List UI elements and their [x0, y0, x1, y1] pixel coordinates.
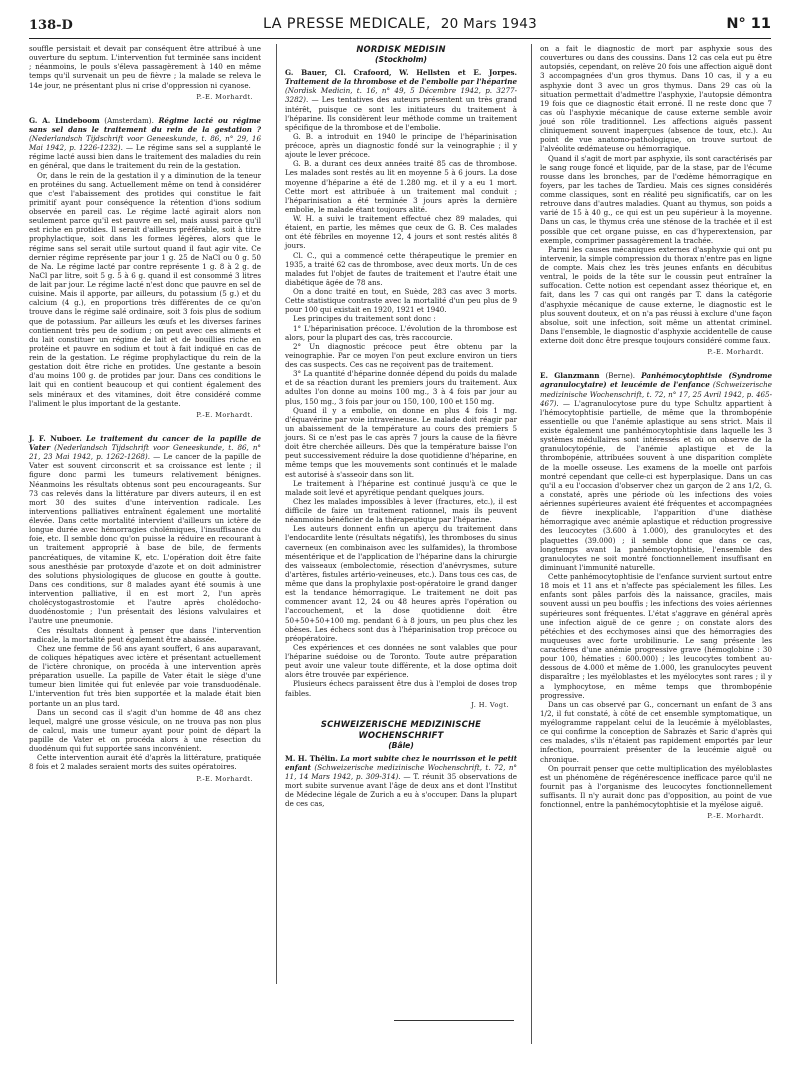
- journal-section-city: (Stockholm): [375, 55, 427, 64]
- header-rule: [29, 38, 771, 39]
- paragraph: Ces expériences et ces données ne sont valables que pour l'héparine suédoise ou de Toronto. Toute autre préparation peut avoir une valeur toute différente, et la dose optima doit alors être trouvée par expérience.: [285, 642, 517, 680]
- column-left: [29, 44, 261, 784]
- paragraph: — L'agranulocytose pure du type Schultz appartient à l'hémocytophtisie partielle, de même que la thrombopénie essentielle ou que l'anémie aplastique au sens strict. Mais il existe également une panhémocytophtisie dans laquelle les 3 systèmes médullaires sont intéressés et où on observe de la granulocytopénie, de l'anémie aplastique et de la thrombopénie, attribuées souvent à une disparition complète de la moelle osseuse. Les examens de la moelle ont parfois montré cependant que celle-ci est hyperplasique. Dans un cas qu'il a eu l'occasion d'observer chez un garçon de 2 ans 1/2, G. a constaté, après une période où les infections des voies aériennes supérieures avaient été fréquentes et accompagnées de fièvre inexplicable, l'apparition d'une diathèse hémorragique avec anémie aplastique et réduction progressive des leucocytes (3.600 à 1.000), des granulocytes et des plaquettes (39.000) ; il semble donc que dans ce cas, longtemps avant la panhémocytophtisie, l'ensemble des granulocytes ne soit montré fonctionnellement insuffisant en diminuant l'immunité naturelle.: [540, 398, 772, 572]
- signature: P.-E. Morhardt.: [196, 410, 253, 419]
- paragraph: Les auteurs donnent enfin un aperçu du traitement dans l'endocardite lente (résultats négatifs), les thromboses du sinus caverneux (en combinaison avec les sulfamides), la thrombose mésentérique et de l'application de l'héparine dans la chirurgie des vaisseaux (embolectomie, résection d'anévrysmes, suture d'artères, fistules artério-veineuses, etc.). Dans tous ces cas, de même que dans la prophylaxie post-opératoire le grand danger est la tendance hémorragique. Le traitement ne doit pas commencer avant 12, 24 ou 48 heures après l'opération ou l'accouchement, et la dose quotidienne doit être 50+50+50+100 mg. pendant 6 à 8 jours, un peu plus chez les obèses. Les échecs sont dus à l'héparinisation trop précoce ou préopératoire.: [285, 524, 517, 643]
- paragraph: Cette intervention aurait été d'après la littérature, pratiquée 8 fois et 2 malades seraient morts des suites opératoires.: [29, 753, 261, 772]
- paragraph: Parmi les causes mécaniques externes d'asphyxie qui ont pu intervenir, la simple compression du thorax n'entre pas en ligne de compte. Mais chez les très jeunes enfants en décubitus ventral, le poids de la tête sur le coussin peut entraîner la suffocation. Cette notion est cependant assez théorique et, en fait, dans les 7 cas qui ont rangés par T. dans la catégorie d'asphyxie mécanique de cause externe, le diagnostic est le plus souvent douteux, et on n'a pas réussi à exclure d'une façon absolue, soit une infection, soit même un attentat criminel. Dans l'ensemble, le diagnostic d'asphyxie accidentelle de cause externe doit donc être presque toujours considéré comme faux.: [540, 244, 772, 345]
- signature: P.-E. Morhardt.: [707, 348, 764, 357]
- paragraph: Ces résultats donnent à penser que dans l'intervention radicale, la mortalité peut également être abaissée.: [29, 625, 261, 644]
- paragraph: — Le régime sans sel a supplanté le régime lacté aussi bien dans le traitement des maladies du rein en général, que dans le traitement du rein de la gestation.: [29, 143, 261, 171]
- journal-name: LA PRESSE MEDICALE,: [262, 16, 431, 32]
- signature: P.-E. Morhardt.: [196, 92, 253, 101]
- paragraph: Quand il y a embolie, on donne en plus 4 fois 1 mg. d'équavérine par voie intraveineuse. Le malade doit réagir par un abaissement de la température au cours des premiers 5 jours. Si ce n'est pas le cas après 7 jours la cause de la fièvre doit être cherchée ailleurs. Dès que la température baisse l'on peut successivement réduire la dose quotidienne d'héparine, en même temps que les mouvements sont continués et le malade est autorisé à s'asseoir dans son lit.: [285, 405, 517, 479]
- source: (Schweizerische medizinische Wochenschrift, t. 72, n° 11, 14 Mars 1942, p. 309-314).: [285, 762, 518, 781]
- running-title: [29, 16, 771, 32]
- paragraph: 2° Un diagnostic précoce peut être obtenu par la veinographie. Par ce moyen l'on peut exclure environ un tiers des cas suspects. Ces cas ne reçoivent pas de traitement.: [285, 341, 517, 369]
- abstract-title: Panhémocytophtisie (Syndrome agranulocytaire) et leucémie de l'enfance: [540, 371, 772, 390]
- issue-number: N° 11: [726, 16, 771, 32]
- paragraph: Cette panhémocytophtisie de l'enfance survient surtout entre 18 mois et 11 ans et n'affecte pas spécialement les filles. Les enfants sont pâles parfois dès la naissance, graciles, mais souvent aussi un peu bouffis ; les infections des voies aériennes supérieures sont fréquentes. L'état s'aggrave en général après une infection aiguë de ce genre ; on constate alors des pétéchies et des ecchymoses ainsi que des hémorragies des muqueuses avec forte urobilinurie. Le sang présente les caractères d'une anémie progressive grave (hémoglobine : 30 pour 100, hématies : 600.000) ; les leucocytes tombent au-dessous de 4.000 et même de 1.000, les granulocytes peuvent disparaître ; les myéloblastes et les myélocytes sont rares ; il y a lymphocytose, en même temps que thrombopénie progressive.: [540, 572, 772, 700]
- abstract-title: La mort subite chez le nourrisson et le petit enfant: [285, 753, 517, 772]
- paragraph: Dans un second cas il s'agit d'un homme de 48 ans chez lequel, malgré une grosse vésicule, on ne trouva pas non plus de calcul, mais une tumeur ayant pour point de départ la papille de Vater et on procéda alors à une résection du duodénum qui fut supportée sans inconvénient.: [29, 707, 261, 754]
- footer-rule: [394, 1020, 514, 1021]
- journal-section-title: WOCHENSCHRIFT: [358, 729, 444, 740]
- page-number: 138-D: [29, 18, 73, 33]
- paragraph: Le traitement à l'héparine est continué jusqu'à ce que le malade soit levé et apyrétique pendant quelques jours.: [285, 478, 517, 497]
- author: M. H. Thélin.: [285, 753, 338, 763]
- abstract-title: Traitement de la thrombose et de l'embolie par l'héparine: [285, 77, 517, 87]
- place: (Berne).: [605, 371, 636, 381]
- abstract-heading: [29, 434, 261, 626]
- paragraph: on a fait le diagnostic de mort par asphyxie sous des couvertures ou dans des coussins. Dans 12 cas cela eut pu être autopsiés, cependant, on relève 20 fois une affection aiguë dont 3 accompagnées d'un gros thymus. Dans 10 cas, il y a eu asphyxie dont 3 avec un gros thymus. Dans 29 cas où la situation permettait d'admettre l'asphyxie, l'autopsie démontra 19 fois que ce diagnostic était erroné. Il ne reste donc que 7 cas où l'asphyxie mécanique de cause externe semble avoir joué son rôle traditionnel. Les affections aiguës passent cliniquement souvent inaperçues (absence de toux, etc.). Au point de vue anatomo-pathologique, on trouve surtout de l'alvéolite œdémateuse ou hémorragique.: [540, 44, 772, 154]
- abstract-title: Régime lacté ou régime sans sel dans le traitement du rein de la gestation ?: [29, 115, 261, 134]
- source: (Nederlandsch Tijdschrift voor Geneeskunde, t. 86, n° 21, 23 Mai 1942, p. 1262-1268).: [29, 443, 261, 462]
- paragraph: — Les tentatives des auteurs présentent un très grand intérêt, puisque ce sont les initiateurs du traitement à l'héparine. Ils considèrent leur méthode comme un traitement spécifique de la thrombose et de l'embolie.: [285, 95, 517, 132]
- author: G. Bauer, Cl. Crafoord, W. Hellsten et E. Jorpes.: [285, 68, 517, 77]
- paragraph: G. B. a durant ces deux années traité 85 cas de thrombose. Les malades sont restés au lit en moyenne 5 à 6 jours. La dose moyenne d'héparine a été de 1.280 mg. et il y a eu 1 mort. Cette mort est attribuée à un traitement mal conduit ; l'héparinisation a été terminée 3 jours après la dernière embolie, le malade étant toujours alité.: [285, 159, 517, 214]
- page-header: [29, 8, 771, 36]
- paragraph: On a donc traité en tout, en Suède, 283 cas avec 3 morts. Cette statistique contraste avec la mortalité d'un peu plus de 9 pour 100 qui existait en 1920, 1921 et 1940.: [285, 287, 517, 315]
- paragraph: — Le cancer de la papille de Vater est souvent circonscrit et sa croissance est lente ; il figure donc parmi les tumeurs relativement bénignes. Néanmoins les résultats obtenus sont peu encourageants. Sur 73 cas relevés dans la littérature par divers auteurs, il en est mort 30 des suites d'une intervention radicale. Les interventions palliatives entraînent également une mortalité élevée. Dans cette mortalité intervient d'ailleurs un ictère de longue durée avec hémorragies cholémiques, l'insuffisance du foie, etc. Il semble donc qu'on puisse la réduire en recourant à un traitement approprié à base de bile, de ferments pancréatiques, de vitamine K, etc. L'opération doit être faite sous anesthésie par protoxyde d'azote et on doit administrer des solutions physiologiques de glucose en goutte à goutte. Dans ces conditions, sur 8 malades ayant été soumis à une intervention palliative, il en est mort 2, l'un après cholécystogastrostomie et l'autre après cholédocho-duodénostomie ; l'un présentait des lésions valvulaires et l'autre une pneumonie.: [29, 452, 261, 626]
- paragraph: — T. réunit 35 observations de mort subite survenue avant l'âge de deux ans et dont l'Institut de Médecine légale de Zurich a eu à s'occuper. Dans la plupart de ces cas,: [285, 772, 517, 809]
- paragraph: souffle persistait et devait par conséquent être attribué à une ouverture du septum. L'intervention fut terminée sans incident ; néanmoins, le pouls s'éleva passagèrement à 140 en même temps qu'il survenait un peu de fièvre ; la malade se releva le 14e jour, ne présentant plus ni crise d'oppression ni cyanose.: [29, 44, 261, 90]
- paragraph: Chez les malades impossibles à lever (fractures, etc.), il est difficile de faire un traitement rationnel, mais ils peuvent néanmoins bénéficier de la thérapeutique par l'héparine.: [285, 496, 517, 525]
- journal-section-title: SCHWEIZERISCHE MEDIZINISCHE: [320, 718, 482, 729]
- signature: P.-E. Morhardt.: [707, 812, 764, 821]
- abstract-title: Le traitement du cancer de la papille de Vater: [29, 433, 261, 452]
- source: (Nederlandsch Tijdschrift voor Geneeskunde, t. 86, n° 29, 16 Mai 1942, p. 1226-1232).: [29, 134, 261, 153]
- paragraph: 3° La quantité d'héparine donnée dépend du poids du malade et de sa réaction durant les premiers jours du traitement. Aux adultes l'on donne au moins 100 mg., 3 à 4 fois par jour au plus, 150 mg., 3 fois par jour ou 150, 100, 100 et 150 mg.: [285, 369, 517, 406]
- paragraph: Cl. C., qui a commencé cette thérapeutique le premier en 1935, a traité 62 cas de thrombose, avec deux morts. Un de ces malades fut l'objet de fautes de traitement et l'autre était une diabétique âgée de 78 ans.: [285, 250, 517, 287]
- column-divider: [531, 44, 532, 1044]
- source: (Schweizerische medizinische Wochenschrift, t. 72, n° 17, 25 Avril 1942, p. 465-467).: [540, 380, 772, 408]
- author: G. A. Lindeboom: [29, 115, 100, 125]
- author: E. Glanzmann: [540, 371, 600, 381]
- signature: J. H. Vogt.: [471, 700, 509, 709]
- signature: P.-E. Morhardt.: [196, 774, 253, 783]
- abstract-heading: [29, 116, 261, 171]
- paragraph: W. H. a suivi le traitement effectué chez 89 malades, qui étaient, en partie, les mêmes que ceux de G. B. Ces malades ont été fébriles en moyenne 12, 4 jours et sont restés alités 8 jours.: [285, 214, 517, 251]
- paragraph: 1° L'héparinisation précoce. L'évolution de la thrombose est alors, pour la plupart des cas, très raccourcie.: [285, 323, 517, 342]
- column-divider: [276, 44, 277, 984]
- abstract-heading: [285, 68, 517, 132]
- journal-section-title: NORDISK MEDISIN: [356, 44, 446, 54]
- abstract-heading: [540, 371, 772, 572]
- paragraph: Dans un cas observé par G., concernant un enfant de 3 ans 1/2, il fut constaté, à côté de cet ensemble symptomatique, un myélogramme rappelant celui de la leucémie à myéloblastes, ce qui confirme la conception de Sabrazès et Saric d'après qui ces malades, s'ils n'étaient pas rapidement emportés par leur infection, pourraient présenter de la leucémie aiguë ou chronique.: [540, 699, 772, 764]
- paragraph: On pourrait penser que cette multiplication des myéloblastes est un phénomène de régénérescence inefficace parce qu'il ne fournit pas à l'organisme des leucocytes fonctionnellement suffisants. Il n'y aurait donc pas d'opposition, au point de vue fonctionnel, entre la panhémocytophtisie et la myélose aiguë.: [540, 763, 772, 810]
- paragraph: Plusieurs échecs paraissent être dus à l'emploi de doses trop faibles.: [285, 679, 517, 698]
- abstract-heading: [285, 754, 517, 809]
- paragraph: Quand il s'agit de mort par asphyxie, ils sont caractérisés par le sang rouge foncé et liquide, par de la stase, par de l'écume rousse dans les bronches, par de l'œdème hémorragique en foyers, par les taches de Tardieu. Mais ces signes considérés comme classiques, sont en réalité peu significatifs, car on les retrouve dans d'autres maladies. Quant au thymus, son poids a varié de 15 à 40 g., ce qui est un peu supérieur à la moyenne. Dans un cas, le thymus créa une sténose de la trachée et il est possible que cet organe puisse, en cas d'hyperextension, par exemple, comprimer passagèrement la trachée.: [540, 153, 772, 245]
- paragraph: G. B. a introduit en 1940 le principe de l'héparinisation précoce, après un diagnostic fondé sur la veinographie ; il y ajoute le lever précoce.: [285, 131, 517, 160]
- place: (Amsterdam).: [104, 115, 154, 125]
- journal-section-city: (Bâle): [388, 740, 414, 750]
- paragraph: Les principes du traitement sont donc :: [293, 314, 436, 324]
- source: (Nordisk Medicin, t. 16, n° 49, 5 Décembre 1942, p. 3277-3282).: [285, 86, 517, 105]
- paragraph: Or, dans le rein de la gestation il y a diminution de la teneur en protéines du sang. Actuellement même on tend à considérer que c'est l'abaissement des protides qui constitue le fait primitif ayant pour conséquence la rétention d'ions sodium observée en pareil cas. Le régime lacté agirait alors non seulement parce qu'il est pauvre en sel, mais aussi parce qu'il est riche en protides. Il serait d'ailleurs préférable, soit à titre prophylactique, soit dans les formes légères, alors que le régime sans sel serait utile surtout quand il faut agir vite. Ce dernier régime représente par jour 1 g. 25 de NaCl ou 0 g. 50 de Na. Le régime lacté par contre représente 1 g. 8 à 2 g. de NaCl par litre, soit 5 g. 5 à 6 g. quand il est consommé 3 litres de lait par jour. Le régime lacté n'est donc que pauvre en sel de cuisine. Mais il apporte, par ailleurs, du potassium (5 g.) et du calcium (4 g.), en proportions très différentes de ce qu'on trouve dans le régime salé ordinaire, soit 3 fois plus de sodium que de potassium. Par ailleurs les œufs et les diverses farines contiennent très peu de sodium ; on peut avec ces aliments et du lait constituer un régime de lait et de bouillies riche en protéine et pauvre en sodium et tout à fait indiqué en cas de rein de la gestation. Le régime prophylactique du rein de la gestation doit être riche en protides. Une gestante a besoin d'au moins 100 g. de protides par jour. Dans ces conditions le lait qui en contient beaucoup et qui contient également des sels minéraux et des vitamines, doit être considéré comme l'aliment le plus important de la gestante.: [29, 170, 261, 408]
- author: J. F. Nuboer.: [29, 433, 82, 443]
- column-middle: [285, 44, 517, 809]
- paragraph: Chez une femme de 56 ans ayant souffert, 6 ans auparavant, de coliques hépatiques avec ictère et présentant actuellement de l'ictère chronique, on procéda à une intervention après préparation usuelle. La papille de Vater était le siège d'une tumeur bien limitée qui fut enlevée par voie transduodénale. L'intervention fut très bien supportée et la malade était bien portante un an plus tard.: [29, 643, 261, 708]
- issue-date: 20 Mars 1943: [440, 16, 538, 32]
- column-right: [540, 44, 772, 821]
